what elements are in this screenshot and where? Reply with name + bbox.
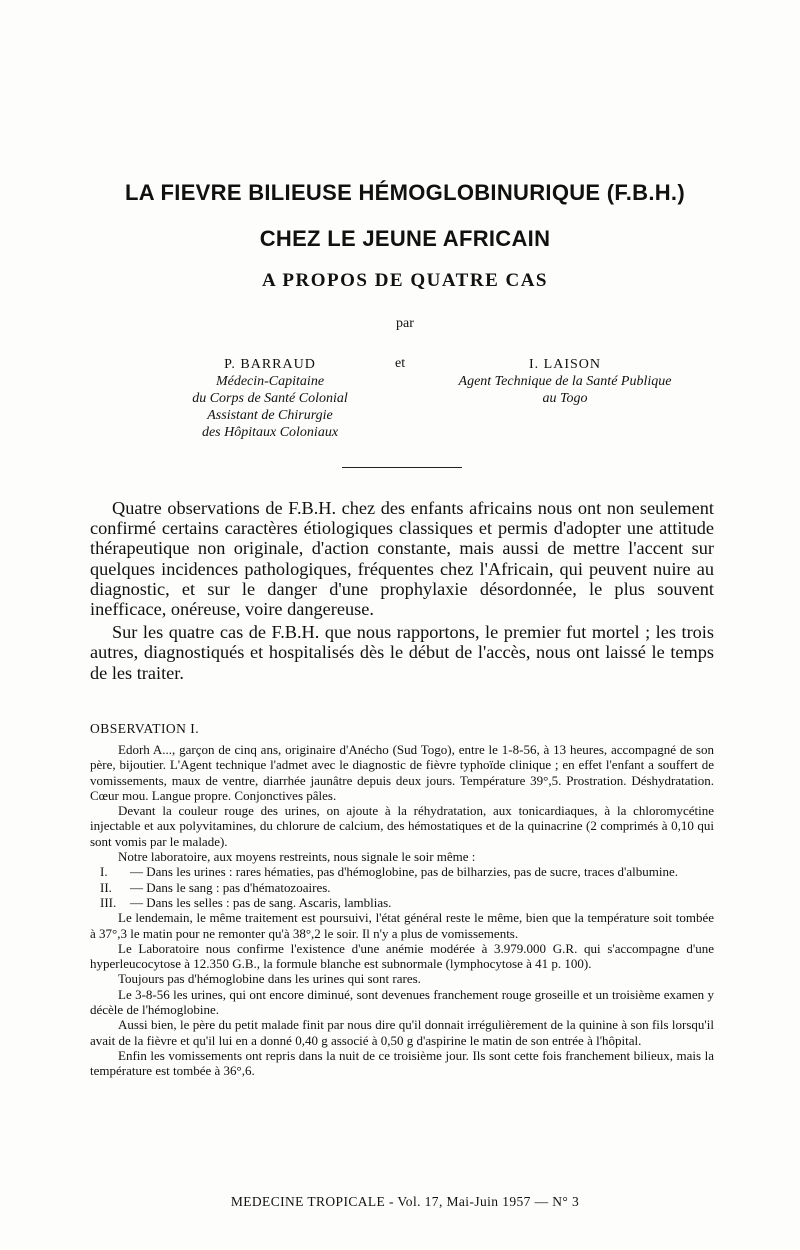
author-1-affiliation-line: des Hôpitaux Coloniaux [201, 425, 339, 440]
list-item [90, 864, 714, 879]
body-paragraph: Edorh A..., garçon de cinq ans, originaire d'Anécho (Sud Togo), entre le 1-8-56, à 13 heures, accompagné de son père, bijoutier. L'Agent technique l'admet avec le diagnostic de fièvre typhoïde clinique ; en effet l'enfant a souffert de vomissements, maux de ventre, diarrhée jaunâtre depuis deux jours. Température 39°,5. Prostration. Déshydratation. Cœur mou. Langue propre. Conjonctives pâles. [90, 742, 714, 803]
body-paragraph: Devant la couleur rouge des urines, on ajoute à la réhydratation, aux tonicardiaques, à la chloromycétine injectable et aux polyvitamines, du chlorure de calcium, des hémostatiques et de la quinacrine (2 comprimés à 0,10 qui sont vomis par le malade). [90, 803, 714, 849]
by-line: par [396, 316, 414, 331]
list-item-text: — Dans les urines : rares hématies, pas d'hémoglobine, pas de bilharzies, pas de sucre, traces d'albumine. [130, 864, 678, 880]
article-subtitle: A PROPOS DE QUATRE CAS [261, 270, 548, 291]
section-heading: OBSERVATION I. [90, 721, 200, 736]
author-2-affiliation-line: Agent Technique de la Santé Publique [458, 374, 672, 389]
author-1-affiliation-line: Assistant de Chirurgie [207, 408, 333, 423]
list-item-number: I. [100, 864, 108, 880]
author-1 [150, 356, 390, 441]
list-item-number: III. [100, 894, 117, 910]
author-conjunction: et [395, 356, 406, 371]
observation-body [90, 742, 714, 1079]
abstract-paragraph: Sur les quatre cas de F.B.H. que nous rapportons, le premier fut mortel ; les trois autres, diagnostiqués et hospitalisés dès le début de l'accès, nous ont laissé le temps de les traiter. [90, 622, 714, 683]
author-1-affiliation-line: Médecin-Capitaine [215, 374, 325, 389]
author-2-affiliation-line: au Togo [542, 391, 588, 406]
list-item [90, 895, 714, 910]
list-item [90, 880, 714, 895]
article-title-line-1: LA FIEVRE BILIEUSE HÉMOGLOBINURIQUE (F.B.H.) [125, 180, 685, 205]
list-item-text: — Dans les selles : pas de sang. Ascaris, lamblias. [130, 894, 392, 910]
body-paragraph: Enfin les vomissements ont repris dans la nuit de ce troisième jour. Ils sont cette fois franchement bilieux, mais la température est tombée à 36°,6. [90, 1047, 714, 1079]
body-paragraph: Notre laboratoire, aux moyens restreints, nous signale le soir même : [118, 849, 476, 865]
body-paragraph: Le Laboratoire nous confirme l'existence d'une anémie modérée à 3.979.000 G.R. qui s'accompagne d'une hyperleucocytose à 12.350 G.B., la formule blanche est subnormale (lymphocytose à 41 p. 100). [90, 940, 714, 972]
body-paragraph: Le lendemain, le même traitement est poursuivi, l'état général reste le même, bien que la température soit tombée à 37°,3 le matin pour ne remonter qu'à 38°,2 le soir. Il n'y a plus de vomissements. [90, 910, 714, 941]
body-paragraph: Le 3-8-56 les urines, qui ont encore diminué, sont devenues franchement rouge groseille et un troisième examen y décèle de l'hémoglobine. [90, 986, 714, 1018]
journal-footer: MEDECINE TROPICALE - Vol. 17, Mai-Juin 1957 — N° 3 [230, 1194, 580, 1209]
abstract-paragraph: Quatre observations de F.B.H. chez des enfants africains nous ont non seulement confirmé certains caractères étiologiques classiques et permis d'adopter une attitude thérapeutique non originale, d'action constante, mais aussi de mettre l'accent sur quelques incidences pathologiques, fréquentes chez l'Africain, qui peuvent nuire au diagnostic, et sur le danger d'une prophylaxie désordonnée, le plus souvent inefficace, onéreuse, voire dangereuse. [90, 498, 714, 620]
author-2 [415, 356, 715, 407]
separator-rule [342, 467, 462, 468]
body-paragraph: Toujours pas d'hémoglobine dans les urines qui sont rares. [118, 971, 421, 987]
article-title-line-2: CHEZ LE JEUNE AFRICAIN [259, 226, 551, 251]
author-1-name: P. BARRAUD [224, 357, 316, 372]
abstract [90, 498, 714, 683]
author-2-name: I. LAISON [529, 357, 601, 372]
author-1-affiliation-line: du Corps de Santé Colonial [192, 391, 348, 406]
body-paragraph: Aussi bien, le père du petit malade finit par nous dire qu'il donnait irrégulièrement de la quinine à son fils lorsqu'il avait de la fièvre et qu'il lui en a donné 0,40 g associé à 0,50 g d'aspirine le matin de son entrée à l'hôpital. [90, 1017, 714, 1048]
list-item-text: — Dans le sang : pas d'hématozoaires. [130, 879, 331, 895]
list-item-number: II. [100, 879, 112, 895]
